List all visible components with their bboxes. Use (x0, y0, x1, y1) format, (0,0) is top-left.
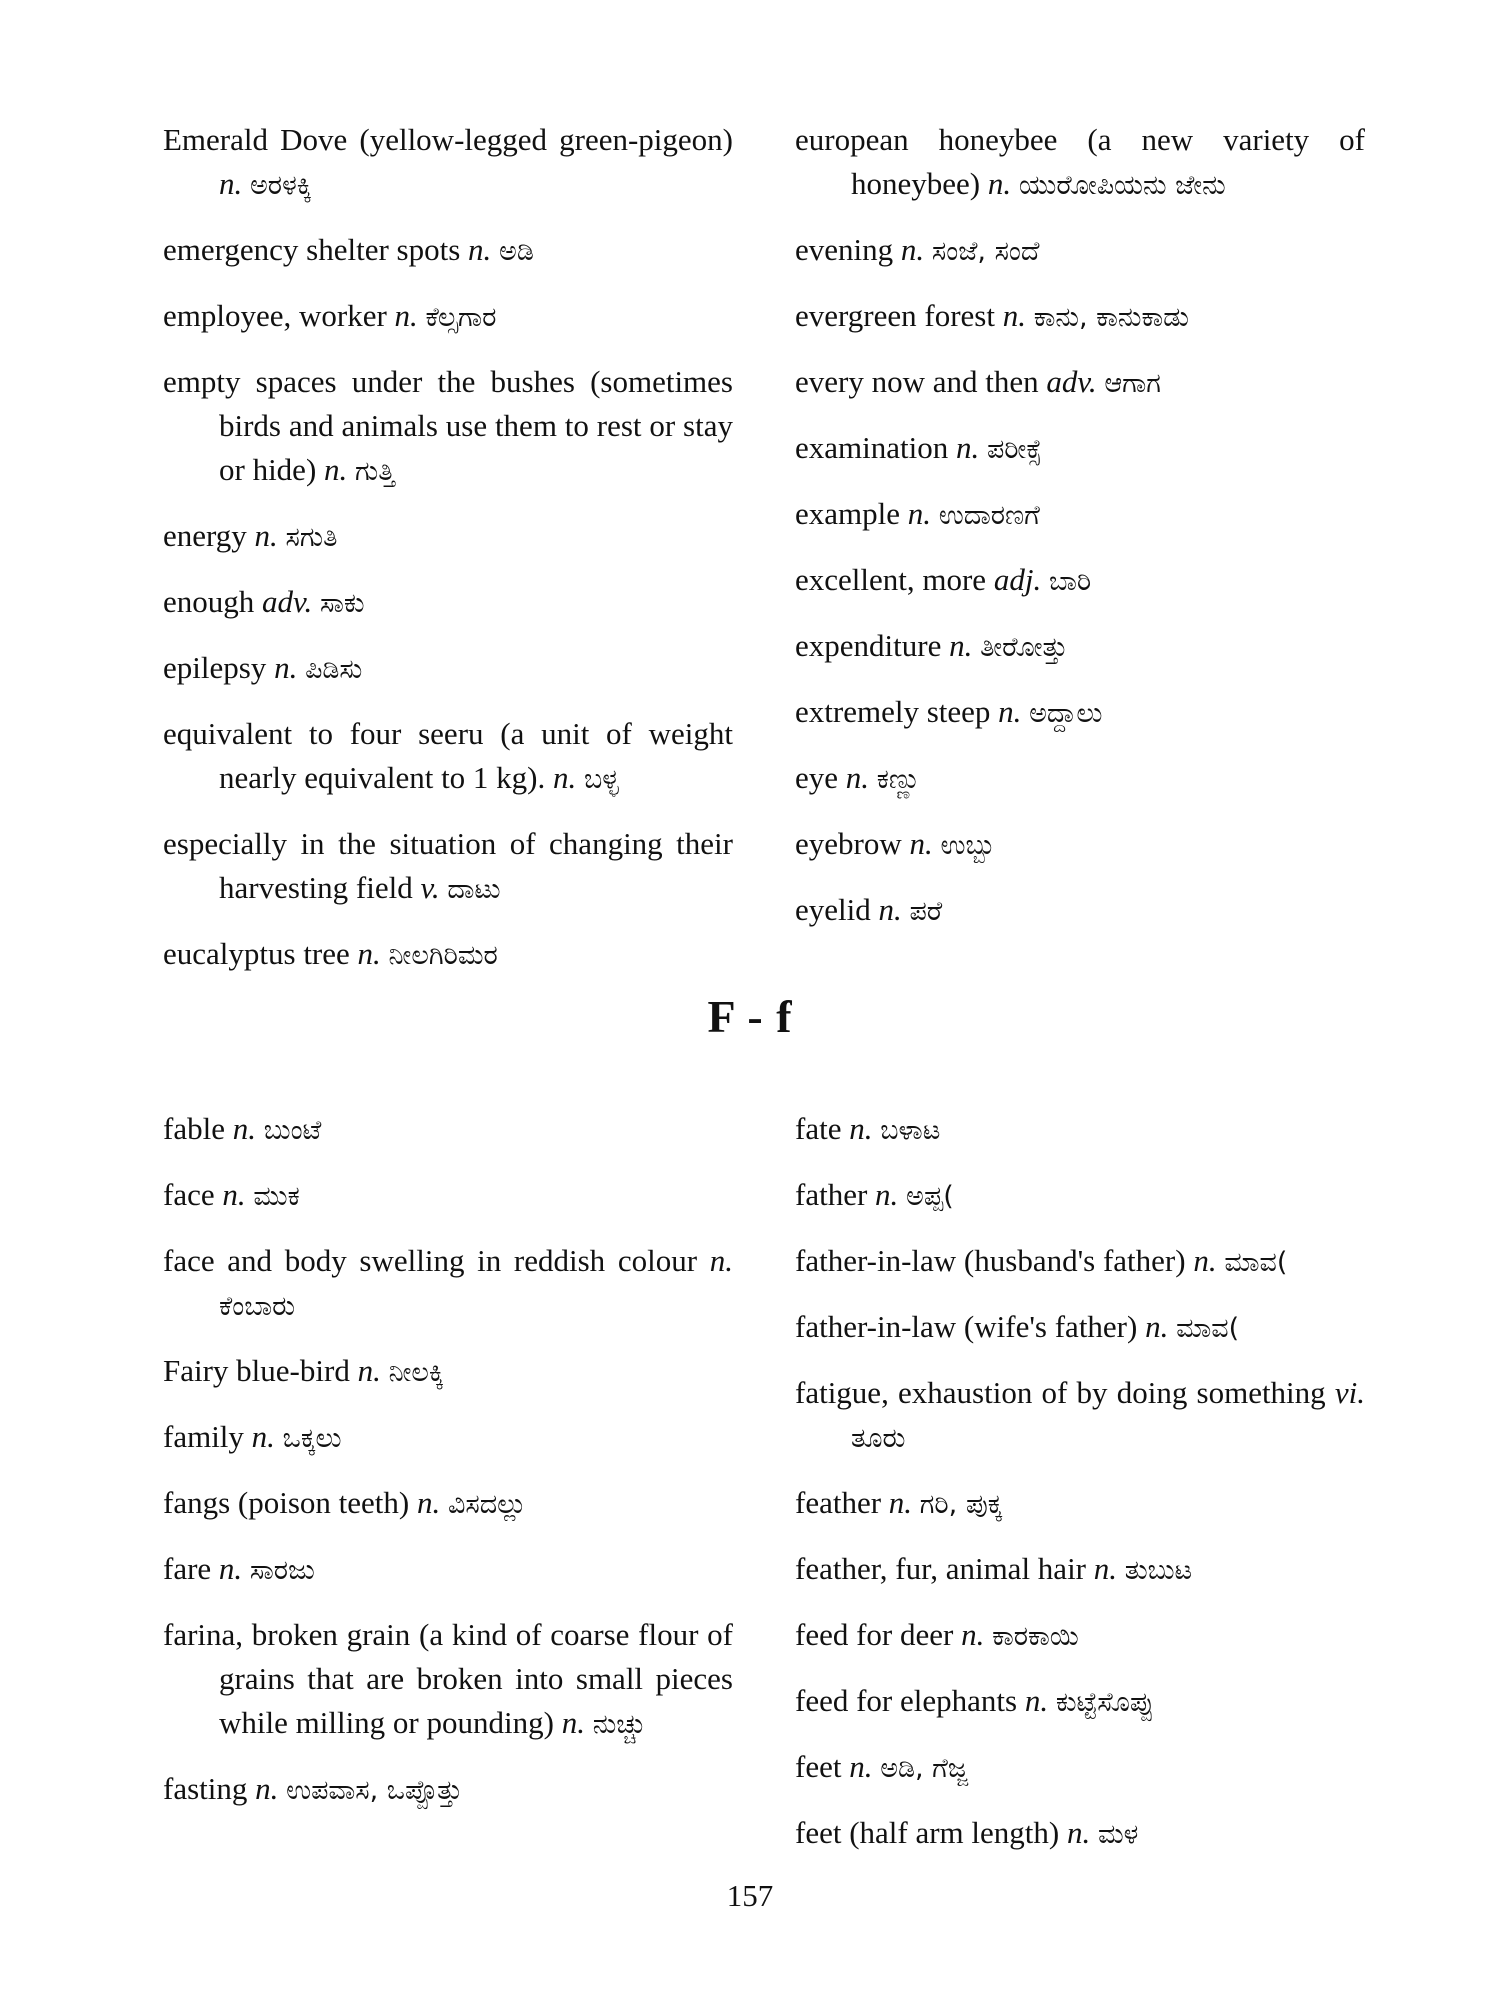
dictionary-entry (163, 1613, 733, 1747)
dictionary-entry (163, 1349, 733, 1395)
dictionary-entry (795, 1481, 1365, 1527)
dictionary-entry (795, 888, 1365, 934)
entry-part-of-speech: n. (416, 1485, 441, 1520)
entry-kannada-translation: ತೂರು (851, 1423, 906, 1454)
entry-part-of-speech: n. (888, 1485, 913, 1520)
entry-kannada-translation: ಉದಾರಣಗೆ (938, 500, 1040, 531)
dictionary-entry (795, 1239, 1365, 1285)
entry-term: face and body swelling in reddish colour (163, 1243, 698, 1278)
entry-part-of-speech: n. (254, 518, 278, 553)
entry-kannada-translation: ತುಬುಟ (1124, 1555, 1193, 1586)
dictionary-entry (163, 514, 733, 560)
dictionary-entry (795, 294, 1365, 340)
entry-term: feet (half arm length) (795, 1815, 1060, 1850)
entry-kannada-translation: ಅರಳಕ್ಕಿ (250, 170, 312, 201)
entry-part-of-speech: n. (394, 298, 418, 333)
entry-kannada-translation: ಅಡಿ, ಗೆಜ್ಜ (880, 1753, 968, 1784)
entry-term: equivalent to four seeru (a unit of weight nearly equivalent to 1 kg). (163, 716, 733, 795)
entry-part-of-speech: n. (900, 232, 925, 267)
entry-term: feather, fur, animal hair (795, 1551, 1087, 1586)
entry-term: farina, broken grain (a kind of coarse flour of grains that are broken into small pieces while milling or pounding) (163, 1617, 733, 1740)
dictionary-entry (795, 1811, 1365, 1857)
dictionary-entry (795, 492, 1365, 538)
entry-term: extremely steep (795, 694, 991, 729)
dictionary-entry (795, 558, 1365, 604)
entry-part-of-speech: n. (998, 694, 1022, 729)
dictionary-entry (163, 932, 733, 978)
entry-part-of-speech: n. (907, 496, 932, 531)
dictionary-entry (795, 1305, 1365, 1351)
dictionary-entry (795, 690, 1365, 736)
entry-kannada-translation: ಸಾರಜು (249, 1555, 315, 1586)
entry-kannada-translation: ಉಪವಾಸ, ಒಪ್ಪೊತ್ತು (286, 1775, 463, 1806)
entry-term: employee, worker (163, 298, 387, 333)
dictionary-entry (163, 294, 733, 340)
entry-term: eyebrow (795, 826, 902, 861)
entry-term: especially in the situation of changing their harvesting field (163, 826, 733, 905)
entry-kannada-translation: ಉಬ್ಬು (940, 830, 996, 861)
entry-part-of-speech: n. (987, 166, 1012, 201)
entry-term: excellent, more (795, 562, 987, 597)
entry-kannada-translation: ಕೆಂಬಾರು (219, 1291, 296, 1322)
entry-term: Fairy blue-bird (163, 1353, 350, 1388)
entry-part-of-speech: n. (878, 892, 902, 927)
entry-kannada-translation: ಬಾರಿ (1048, 566, 1092, 597)
entry-part-of-speech: n. (468, 232, 492, 267)
entry-part-of-speech: n. (845, 760, 870, 795)
entry-part-of-speech: n. (1066, 1815, 1091, 1850)
dictionary-entry (163, 1107, 733, 1153)
entry-part-of-speech: adj. (993, 562, 1042, 597)
entry-kannada-translation: ಬುಂಟೆ (263, 1115, 322, 1146)
entry-kannada-translation: ಮಳ (1097, 1819, 1139, 1850)
dictionary-entry (795, 1547, 1365, 1593)
entry-part-of-speech: n. (1002, 298, 1026, 333)
entry-kannada-translation: ಕಣ್ಣು (876, 764, 921, 795)
entry-kannada-translation: ನೀಲಕ್ಕಿ (388, 1357, 445, 1388)
entry-part-of-speech: n. (849, 1749, 873, 1784)
section-heading: F - f (707, 991, 793, 1042)
entry-term: father-in-law (husband's father) (795, 1243, 1186, 1278)
entry-term: feather (795, 1485, 882, 1520)
entry-kannada-translation: ಅಡಿ (499, 236, 534, 267)
entry-term: enough (163, 584, 255, 619)
entry-part-of-speech: n. (1024, 1683, 1049, 1718)
dictionary-entry (795, 624, 1365, 670)
entry-kannada-translation: ಅಪ್ಪ( (906, 1181, 954, 1212)
entry-term: expenditure (795, 628, 942, 663)
entry-kannada-translation: ಬಳ್ಳ (584, 764, 619, 795)
dictionary-entry (795, 118, 1365, 208)
column-right-e-entries (795, 118, 1365, 954)
entry-kannada-translation: ನೀಲಗಿರಿಮರ (388, 940, 498, 971)
entry-term: every now and then (795, 364, 1039, 399)
entry-term: father (795, 1177, 868, 1212)
entry-part-of-speech: n. (222, 1177, 246, 1212)
entry-kannada-translation: ಕಾರಕಾಯಿ (992, 1621, 1079, 1652)
entry-term: evergreen forest (795, 298, 995, 333)
entry-term: emergency shelter spots (163, 232, 461, 267)
entry-part-of-speech: n. (875, 1177, 899, 1212)
entry-term: examination (795, 430, 949, 465)
dictionary-entry (163, 228, 733, 274)
dictionary-entry (163, 822, 733, 912)
dictionary-entry (163, 712, 733, 802)
dictionary-entry (163, 646, 733, 692)
dictionary-entry (795, 1371, 1365, 1461)
entry-part-of-speech: n. (955, 430, 980, 465)
entry-part-of-speech: adv. (262, 584, 313, 619)
dictionary-entry (795, 756, 1365, 802)
entry-part-of-speech: n. (1145, 1309, 1169, 1344)
dictionary-entry (163, 360, 733, 494)
entry-kannada-translation: ಒಕ್ಕಲು (282, 1423, 342, 1454)
entry-term: feed for deer (795, 1617, 954, 1652)
column-left-e-entries (163, 118, 733, 998)
entry-part-of-speech: n. (1193, 1243, 1217, 1278)
entry-term: eucalyptus tree (163, 936, 350, 971)
entry-part-of-speech: n. (274, 650, 298, 685)
entry-term: eyelid (795, 892, 871, 927)
entry-term: fare (163, 1551, 212, 1586)
entry-kannada-translation: ಅದ್ದಾಲು (1029, 698, 1103, 729)
entry-part-of-speech: n. (961, 1617, 985, 1652)
entry-term: epilepsy (163, 650, 267, 685)
column-right-f-entries (795, 1107, 1365, 1877)
entry-kannada-translation: ಸಾಕು (319, 588, 365, 619)
entry-part-of-speech: n. (251, 1419, 275, 1454)
dictionary-entry (795, 1107, 1365, 1153)
dictionary-entry (163, 1767, 733, 1813)
dictionary-entry (163, 118, 733, 208)
entry-term: energy (163, 518, 247, 553)
entry-kannada-translation: ಪರೀಕ್ಸೆ (986, 434, 1043, 465)
dictionary-entry (163, 1239, 733, 1329)
entry-part-of-speech: n. (849, 1111, 873, 1146)
dictionary-entry (795, 1173, 1365, 1219)
entry-part-of-speech: n. (357, 936, 381, 971)
dictionary-entry (795, 228, 1365, 274)
entry-kannada-translation: ಗರಿ, ಪುಕ್ಕ (919, 1489, 1003, 1520)
entry-term: Emerald Dove (yellow-legged green-pigeon) (163, 122, 733, 157)
dictionary-entry (163, 1173, 733, 1219)
dictionary-entry (795, 1745, 1365, 1791)
entry-term: fate (795, 1111, 842, 1146)
entry-part-of-speech: n. (949, 628, 973, 663)
entry-kannada-translation: ಪರೆ (909, 896, 943, 927)
entry-kannada-translation: ತೀರೋತ್ತು (980, 632, 1068, 663)
entry-kannada-translation: ಸಗುತಿ (285, 522, 338, 553)
entry-term: father-in-law (wife's father) (795, 1309, 1138, 1344)
entry-part-of-speech: n. (909, 826, 933, 861)
entry-kannada-translation: ಕೆಲ್ಸಗಾರ (425, 302, 497, 333)
entry-part-of-speech: adv. (1046, 364, 1097, 399)
entry-part-of-speech: v. (420, 870, 440, 905)
entry-kannada-translation: ಆಗಾಗ (1104, 368, 1161, 399)
page-number: 157 (726, 1878, 774, 1913)
entry-part-of-speech: n. (1093, 1551, 1118, 1586)
entry-kannada-translation: ಬಳಾಟ (880, 1115, 941, 1146)
entry-term: example (795, 496, 901, 531)
dictionary-entry (163, 580, 733, 626)
dictionary-entry (795, 360, 1365, 406)
entry-part-of-speech: n. (255, 1771, 279, 1806)
entry-kannada-translation: ಮಾವ( (1224, 1247, 1288, 1278)
entry-term: fangs (poison teeth) (163, 1485, 410, 1520)
dictionary-entry (163, 1481, 733, 1527)
entry-kannada-translation: ಕುಟ್ಟೆಸೊಪ್ಪು (1055, 1687, 1154, 1718)
entry-kannada-translation: ನುಚ್ಚು (592, 1709, 647, 1740)
entry-part-of-speech: n. (232, 1111, 256, 1146)
entry-kannada-translation: ಕಾನು, ಕಾನುಕಾಡು (1033, 302, 1189, 333)
entry-part-of-speech: n. (219, 166, 243, 201)
entry-part-of-speech: n. (561, 1705, 585, 1740)
entry-term: evening (795, 232, 894, 267)
entry-term: fasting (163, 1771, 248, 1806)
entry-kannada-translation: ಯುರೋಪಿಯನು ಜೇನು (1018, 170, 1226, 201)
entry-term: european honeybee (a new variety of honeybee) (795, 122, 1365, 201)
dictionary-entry (795, 1613, 1365, 1659)
entry-part-of-speech: vi. (1334, 1375, 1366, 1410)
entry-kannada-translation: ಮಾವ( (1176, 1313, 1240, 1344)
entry-part-of-speech: n. (218, 1551, 243, 1586)
entry-part-of-speech: n. (553, 760, 577, 795)
entry-term: family (163, 1419, 244, 1454)
entry-kannada-translation: ಮುಕ (253, 1181, 300, 1212)
dictionary-entry (795, 426, 1365, 472)
entry-term: feed for elephants (795, 1683, 1018, 1718)
dictionary-entry (795, 1679, 1365, 1725)
entry-kannada-translation: ದಾಟು (447, 874, 501, 905)
entry-kannada-translation: ಪಿಡಿಸು (305, 654, 363, 685)
dictionary-entry (163, 1547, 733, 1593)
entry-term: fatigue, exhaustion of by doing something (795, 1375, 1326, 1410)
entry-term: empty spaces under the bushes (sometimes birds and animals use them to rest or stay or hide) (163, 364, 733, 487)
entry-part-of-speech: n. (709, 1243, 733, 1278)
dictionary-entry (795, 822, 1365, 868)
column-left-f-entries (163, 1107, 733, 1833)
entry-part-of-speech: n. (357, 1353, 381, 1388)
entry-term: face (163, 1177, 215, 1212)
dictionary-entry (163, 1415, 733, 1461)
entry-term: feet (795, 1749, 842, 1784)
entry-kannada-translation: ವಿಸದಲ್ಲು (447, 1489, 527, 1520)
entry-kannada-translation: ಸಂಜೆ, ಸಂದೆ (931, 236, 1040, 267)
entry-term: fable (163, 1111, 225, 1146)
entry-term: eye (795, 760, 839, 795)
entry-kannada-translation: ಗುತ್ತಿ (355, 456, 395, 487)
entry-part-of-speech: n. (324, 452, 348, 487)
